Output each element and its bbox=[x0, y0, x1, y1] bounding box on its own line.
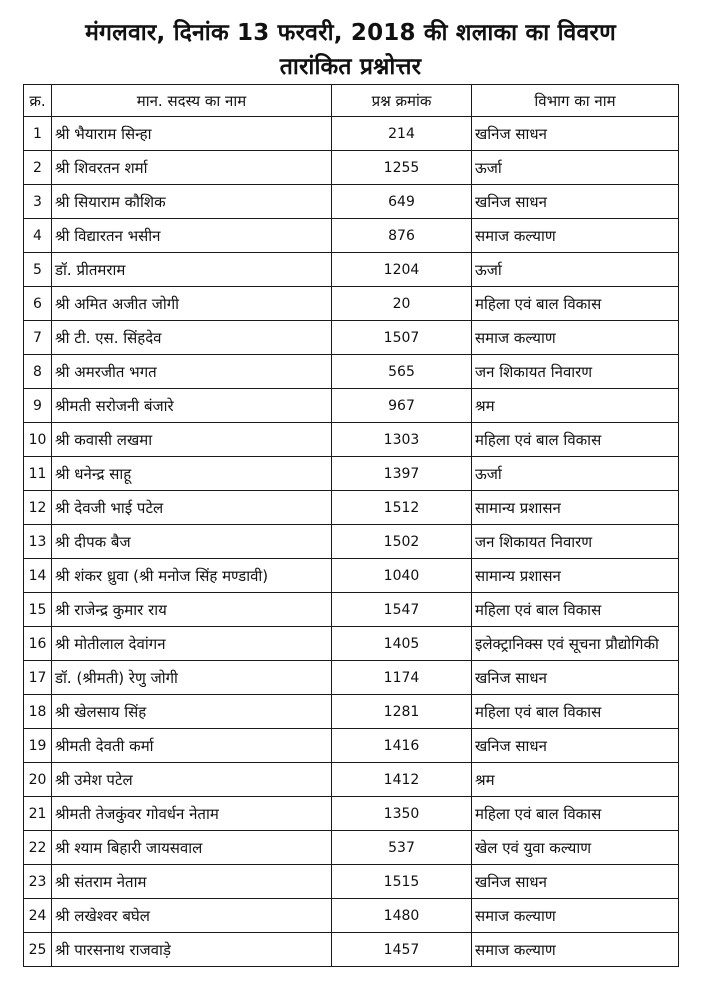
serial-cell: 9 bbox=[24, 389, 52, 423]
department-cell: सामान्य प्रशासन bbox=[472, 559, 679, 593]
serial-cell: 23 bbox=[24, 865, 52, 899]
table-row bbox=[24, 219, 679, 253]
member-name-cell: श्री उमेश पटेल bbox=[52, 763, 332, 797]
department-cell: खनिज साधन bbox=[472, 185, 679, 219]
table-row bbox=[24, 457, 679, 491]
question-number-cell: 1204 bbox=[332, 253, 472, 287]
table-row bbox=[24, 627, 679, 661]
serial-cell: 13 bbox=[24, 525, 52, 559]
serial-cell: 3 bbox=[24, 185, 52, 219]
question-number-cell: 876 bbox=[332, 219, 472, 253]
table-row bbox=[24, 661, 679, 695]
serial-cell: 1 bbox=[24, 117, 52, 151]
department-cell: खनिज साधन bbox=[472, 729, 679, 763]
table-row bbox=[24, 117, 679, 151]
department-cell: महिला एवं बाल विकास bbox=[472, 797, 679, 831]
question-number-cell: 214 bbox=[332, 117, 472, 151]
member-name-cell: श्री मोतीलाल देवांगन bbox=[52, 627, 332, 661]
department-cell: जन शिकायत निवारण bbox=[472, 355, 679, 389]
member-name-cell: श्रीमती देवती कर्मा bbox=[52, 729, 332, 763]
table-row bbox=[24, 287, 679, 321]
department-cell: ऊर्जा bbox=[472, 151, 679, 185]
department-cell: श्रम bbox=[472, 389, 679, 423]
question-number-cell: 537 bbox=[332, 831, 472, 865]
department-cell: खेल एवं युवा कल्याण bbox=[472, 831, 679, 865]
department-cell: खनिज साधन bbox=[472, 117, 679, 151]
serial-cell: 7 bbox=[24, 321, 52, 355]
member-name-cell: श्री अमरजीत भगत bbox=[52, 355, 332, 389]
page-subtitle: तारांकित प्रश्नोत्तर bbox=[279, 54, 422, 80]
serial-cell: 21 bbox=[24, 797, 52, 831]
member-name-cell: श्री शंकर ध्रुवा (श्री मनोज सिंह मण्डावी) bbox=[52, 559, 332, 593]
serial-cell: 25 bbox=[24, 933, 52, 967]
table-row bbox=[24, 525, 679, 559]
page-title: मंगलवार, दिनांक 13 फरवरी, 2018 की शलाका का विवरण bbox=[85, 20, 616, 46]
member-name-cell: श्री लखेश्वर बघेल bbox=[52, 899, 332, 933]
table-row bbox=[24, 865, 679, 899]
question-number-cell: 1281 bbox=[332, 695, 472, 729]
serial-cell: 6 bbox=[24, 287, 52, 321]
department-cell: समाज कल्याण bbox=[472, 899, 679, 933]
serial-cell: 24 bbox=[24, 899, 52, 933]
question-number-cell: 1040 bbox=[332, 559, 472, 593]
member-name-cell: श्री राजेन्द्र कुमार राय bbox=[52, 593, 332, 627]
member-name-cell: श्रीमती सरोजनी बंजारे bbox=[52, 389, 332, 423]
member-name-cell: श्री दीपक बैज bbox=[52, 525, 332, 559]
department-cell: इलेक्ट्रानिक्स एवं सूचना प्रौद्योगिकी bbox=[472, 627, 679, 661]
department-cell: श्रम bbox=[472, 763, 679, 797]
table-row bbox=[24, 593, 679, 627]
question-number-cell: 1515 bbox=[332, 865, 472, 899]
serial-cell: 4 bbox=[24, 219, 52, 253]
serial-cell: 12 bbox=[24, 491, 52, 525]
column-header-question-number: प्रश्न क्रमांक bbox=[332, 85, 472, 117]
serial-cell: 16 bbox=[24, 627, 52, 661]
column-header-member-name: मान. सदस्य का नाम bbox=[52, 85, 332, 117]
member-name-cell: डॉ. प्रीतमराम bbox=[52, 253, 332, 287]
department-cell: महिला एवं बाल विकास bbox=[472, 593, 679, 627]
member-name-cell: श्री विद्यारतन भसीन bbox=[52, 219, 332, 253]
questions-table bbox=[23, 84, 679, 967]
department-cell: ऊर्जा bbox=[472, 457, 679, 491]
member-name-cell: श्री भैयाराम सिन्हा bbox=[52, 117, 332, 151]
column-header-department: विभाग का नाम bbox=[472, 85, 679, 117]
table-row bbox=[24, 389, 679, 423]
question-number-cell: 565 bbox=[332, 355, 472, 389]
serial-cell: 11 bbox=[24, 457, 52, 491]
question-number-cell: 1480 bbox=[332, 899, 472, 933]
serial-cell: 15 bbox=[24, 593, 52, 627]
question-number-cell: 1397 bbox=[332, 457, 472, 491]
member-name-cell: श्री सियाराम कौशिक bbox=[52, 185, 332, 219]
question-number-cell: 1350 bbox=[332, 797, 472, 831]
department-cell: खनिज साधन bbox=[472, 865, 679, 899]
serial-cell: 14 bbox=[24, 559, 52, 593]
member-name-cell: श्री शिवरतन शर्मा bbox=[52, 151, 332, 185]
department-cell: महिला एवं बाल विकास bbox=[472, 423, 679, 457]
table-row bbox=[24, 185, 679, 219]
serial-cell: 20 bbox=[24, 763, 52, 797]
department-cell: जन शिकायत निवारण bbox=[472, 525, 679, 559]
table-row bbox=[24, 695, 679, 729]
serial-cell: 22 bbox=[24, 831, 52, 865]
question-number-cell: 1507 bbox=[332, 321, 472, 355]
table-row bbox=[24, 933, 679, 967]
question-number-cell: 1255 bbox=[332, 151, 472, 185]
member-name-cell: श्री अमित अजीत जोगी bbox=[52, 287, 332, 321]
table-row bbox=[24, 899, 679, 933]
table-row bbox=[24, 797, 679, 831]
question-number-cell: 1512 bbox=[332, 491, 472, 525]
department-cell: समाज कल्याण bbox=[472, 219, 679, 253]
question-number-cell: 649 bbox=[332, 185, 472, 219]
member-name-cell: श्री संतराम नेताम bbox=[52, 865, 332, 899]
question-number-cell: 1547 bbox=[332, 593, 472, 627]
member-name-cell: श्री खेलसाय सिंह bbox=[52, 695, 332, 729]
member-name-cell: श्रीमती तेजकुंवर गोवर्धन नेताम bbox=[52, 797, 332, 831]
table-row bbox=[24, 151, 679, 185]
question-number-cell: 1405 bbox=[332, 627, 472, 661]
member-name-cell: श्री टी. एस. सिंहदेव bbox=[52, 321, 332, 355]
table-row bbox=[24, 831, 679, 865]
question-number-cell: 1174 bbox=[332, 661, 472, 695]
department-cell: सामान्य प्रशासन bbox=[472, 491, 679, 525]
table-body bbox=[24, 117, 679, 967]
table-row bbox=[24, 559, 679, 593]
table-row bbox=[24, 253, 679, 287]
table-row bbox=[24, 321, 679, 355]
table-row bbox=[24, 763, 679, 797]
department-cell: खनिज साधन bbox=[472, 661, 679, 695]
question-number-cell: 1303 bbox=[332, 423, 472, 457]
member-name-cell: श्री पारसनाथ राजवाड़े bbox=[52, 933, 332, 967]
question-number-cell: 967 bbox=[332, 389, 472, 423]
member-name-cell: श्री देवजी भाई पटेल bbox=[52, 491, 332, 525]
table-row bbox=[24, 355, 679, 389]
question-number-cell: 1457 bbox=[332, 933, 472, 967]
serial-cell: 10 bbox=[24, 423, 52, 457]
question-number-cell: 1502 bbox=[332, 525, 472, 559]
table-row bbox=[24, 491, 679, 525]
serial-cell: 18 bbox=[24, 695, 52, 729]
serial-cell: 19 bbox=[24, 729, 52, 763]
department-cell: ऊर्जा bbox=[472, 253, 679, 287]
serial-cell: 17 bbox=[24, 661, 52, 695]
table-row bbox=[24, 423, 679, 457]
table-row bbox=[24, 729, 679, 763]
serial-cell: 8 bbox=[24, 355, 52, 389]
member-name-cell: श्री श्याम बिहारी जायसवाल bbox=[52, 831, 332, 865]
column-header-serial: क्र. bbox=[24, 85, 52, 117]
member-name-cell: श्री धनेन्द्र साहू bbox=[52, 457, 332, 491]
question-number-cell: 1416 bbox=[332, 729, 472, 763]
serial-cell: 5 bbox=[24, 253, 52, 287]
department-cell: समाज कल्याण bbox=[472, 321, 679, 355]
question-number-cell: 1412 bbox=[332, 763, 472, 797]
department-cell: महिला एवं बाल विकास bbox=[472, 695, 679, 729]
department-cell: महिला एवं बाल विकास bbox=[472, 287, 679, 321]
member-name-cell: श्री कवासी लखमा bbox=[52, 423, 332, 457]
member-name-cell: डॉ. (श्रीमती) रेणु जोगी bbox=[52, 661, 332, 695]
table-header-row bbox=[24, 85, 679, 117]
department-cell: समाज कल्याण bbox=[472, 933, 679, 967]
serial-cell: 2 bbox=[24, 151, 52, 185]
question-number-cell: 20 bbox=[332, 287, 472, 321]
